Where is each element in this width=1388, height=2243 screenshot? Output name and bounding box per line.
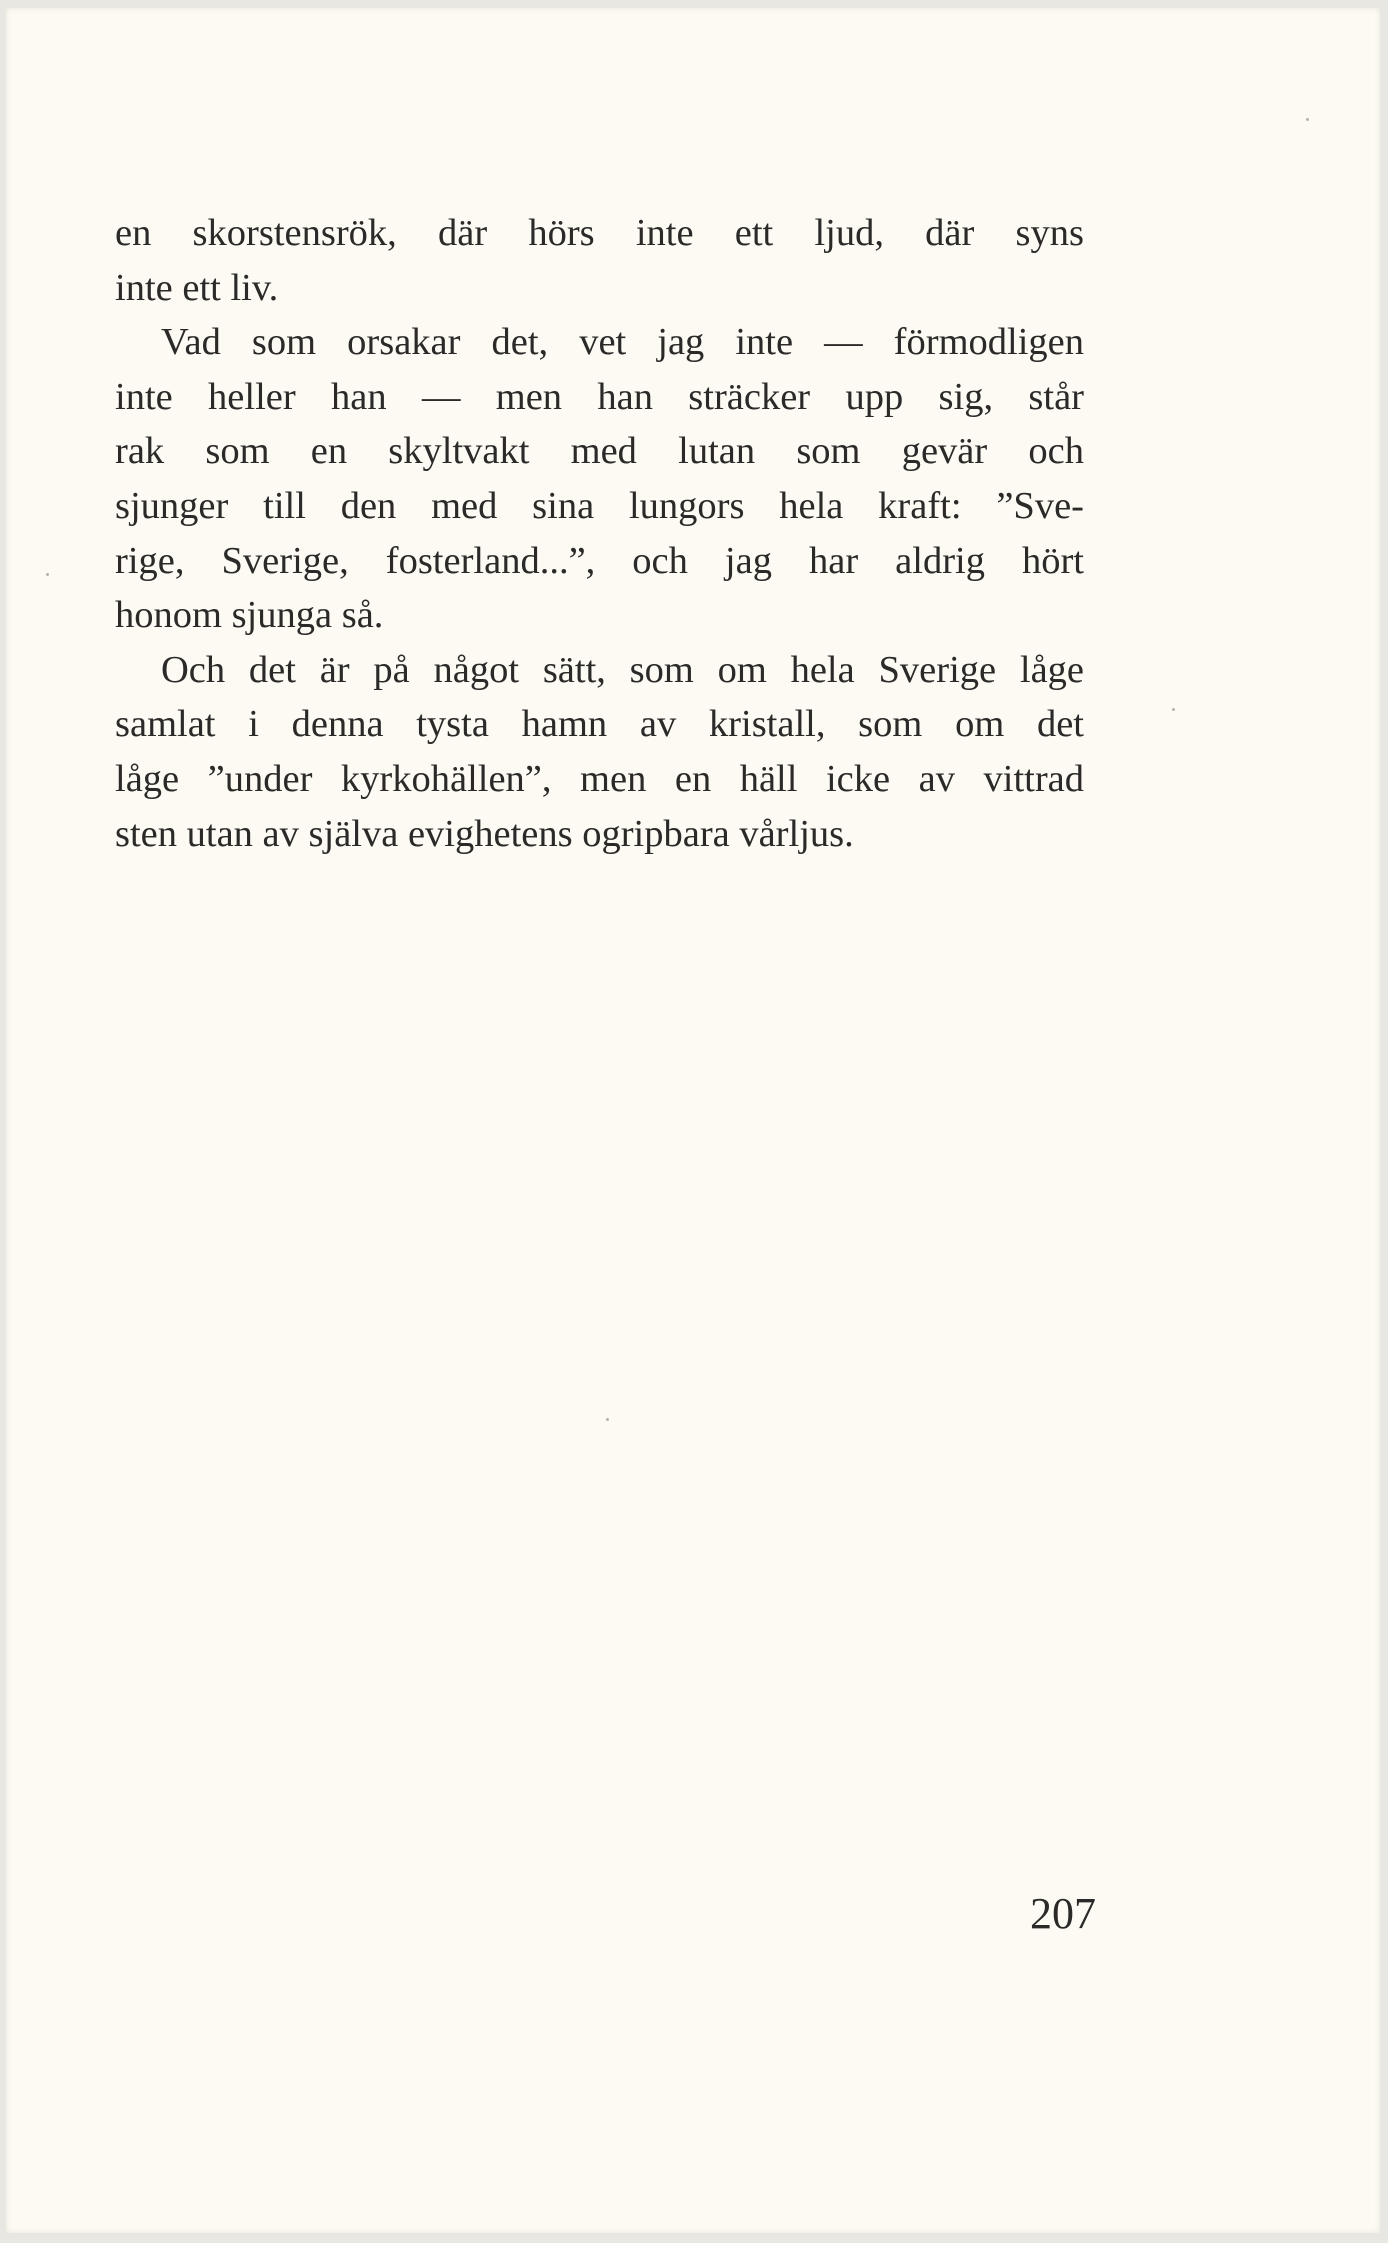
text-line: rige, Sverige, fosterland...”, och jag har aldrig hört xyxy=(115,539,1084,582)
text-line: sten utan av själva evighetens ogripbara vårljus. xyxy=(115,812,854,855)
text-line: Och det är på något sätt, som om hela Sverige låge xyxy=(161,648,1084,691)
page-number: 207 xyxy=(1030,1889,1096,1938)
body-text xyxy=(115,206,1084,861)
paper-speck xyxy=(46,573,49,576)
book-page xyxy=(6,8,1380,2233)
paper-speck xyxy=(606,1418,609,1421)
text-line: samlat i denna tysta hamn av kristall, som om det xyxy=(115,703,1084,746)
text-line: inte heller han — men han sträcker upp sig, står xyxy=(115,375,1084,418)
paper-speck xyxy=(1306,118,1309,121)
text-line: rak som en skyltvakt med lutan som gevär och xyxy=(115,430,1084,473)
paper-speck xyxy=(1172,708,1175,711)
text-line: en skorstensrök, där hörs inte ett ljud, där syns xyxy=(115,212,1084,254)
text-line: låge ”under kyrkohällen”, men en häll icke av vittrad xyxy=(115,757,1084,800)
text-line: inte ett liv. xyxy=(115,266,279,309)
text-line: Vad som orsakar det, vet jag inte — förmodligen xyxy=(161,321,1084,364)
text-line: sjunger till den med sina lungors hela kraft: ”Sve- xyxy=(115,484,1084,527)
text-line: honom sjunga så. xyxy=(115,594,384,637)
